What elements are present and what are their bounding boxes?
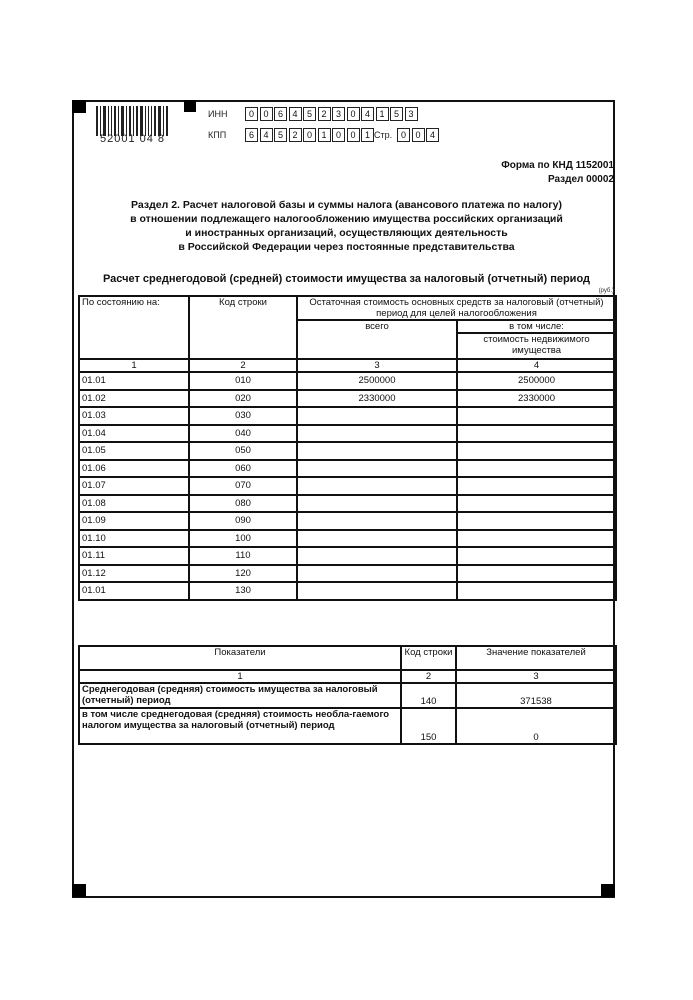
column-number: 3 — [456, 670, 616, 683]
inn-digit: 3 — [332, 107, 345, 121]
real-estate-cell[interactable] — [457, 495, 616, 513]
code-cell: 020 — [189, 390, 297, 408]
kpp-digit: 6 — [245, 128, 258, 142]
table-row — [79, 512, 616, 530]
date-cell: 01.05 — [79, 442, 189, 460]
table-row — [79, 582, 616, 600]
date-cell: 01.10 — [79, 530, 189, 548]
inn-digit: 5 — [390, 107, 403, 121]
total-cell[interactable] — [297, 582, 457, 600]
total-cell[interactable] — [297, 495, 457, 513]
unit-label: (руб.) — [598, 288, 614, 294]
kpp-digit: 1 — [318, 128, 331, 142]
real-estate-cell[interactable] — [457, 477, 616, 495]
total-cell[interactable] — [297, 530, 457, 548]
corner-marker-top-middle — [184, 100, 196, 112]
header-including: в том числе: — [457, 320, 616, 333]
header-residual-value: Остаточная стоимость основных средств за налоговый (отчетный) период для целей налогообложения — [297, 296, 616, 320]
section-title-line: в отношении подлежащего налогообложению имущества российских организаций — [130, 213, 563, 225]
header-indicators: Показатели — [79, 646, 401, 670]
page-digit: 0 — [412, 128, 425, 142]
kpp-digit: 5 — [274, 128, 287, 142]
code-cell: 140 — [401, 683, 456, 708]
inn-digit: 2 — [318, 107, 331, 121]
total-cell[interactable] — [297, 442, 457, 460]
real-estate-cell[interactable]: 2330000 — [457, 390, 616, 408]
date-cell: 01.01 — [79, 372, 189, 390]
table-row — [79, 477, 616, 495]
table-row — [79, 407, 616, 425]
section-title-line: и иностранных организаций, осуществляющих деятельность — [185, 227, 508, 239]
section-code: Раздел 00002 — [547, 174, 614, 185]
table-row — [79, 530, 616, 548]
table-row — [79, 442, 616, 460]
page-digit: 4 — [426, 128, 439, 142]
total-cell[interactable] — [297, 565, 457, 583]
total-cell[interactable]: 2500000 — [297, 372, 457, 390]
code-cell: 040 — [189, 425, 297, 443]
header-as-of: По состоянию на: — [79, 296, 189, 359]
inn-digit: 5 — [303, 107, 316, 121]
page-number-field[interactable] — [397, 128, 441, 142]
page-digit: 0 — [397, 128, 410, 142]
average-value-table — [78, 295, 617, 601]
inn-digit: 3 — [405, 107, 418, 121]
corner-marker-top-left — [72, 100, 86, 113]
table-row — [79, 547, 616, 565]
code-cell: 070 — [189, 477, 297, 495]
kpp-digit: 0 — [303, 128, 316, 142]
real-estate-cell[interactable] — [457, 565, 616, 583]
inn-digit: 6 — [274, 107, 287, 121]
table-row — [79, 495, 616, 513]
column-number: 2 — [189, 359, 297, 372]
column-number: 2 — [401, 670, 456, 683]
date-cell: 01.07 — [79, 477, 189, 495]
total-cell[interactable] — [297, 477, 457, 495]
real-estate-cell[interactable]: 2500000 — [457, 372, 616, 390]
inn-digit: 0 — [347, 107, 360, 121]
code-cell: 100 — [189, 530, 297, 548]
date-cell: 01.09 — [79, 512, 189, 530]
kpp-digit: 1 — [361, 128, 374, 142]
table-row — [79, 425, 616, 443]
table-row — [79, 390, 616, 408]
code-cell: 120 — [189, 565, 297, 583]
total-cell[interactable] — [297, 547, 457, 565]
inn-label: ИНН — [208, 109, 228, 119]
code-cell: 080 — [189, 495, 297, 513]
date-cell: 01.08 — [79, 495, 189, 513]
total-cell[interactable]: 2330000 — [297, 390, 457, 408]
kpp-digit: 0 — [332, 128, 345, 142]
kpp-digit: 0 — [347, 128, 360, 142]
table1-title: Расчет среднегодовой (средней) стоимости имущества за налоговый (отчетный) период — [102, 273, 591, 285]
code-cell: 060 — [189, 460, 297, 478]
kpp-label: КПП — [208, 130, 227, 140]
real-estate-cell[interactable] — [457, 512, 616, 530]
date-cell: 01.01 — [79, 582, 189, 600]
date-cell: 01.02 — [79, 390, 189, 408]
date-cell: 01.12 — [79, 565, 189, 583]
total-cell[interactable] — [297, 407, 457, 425]
indicators-table — [78, 645, 617, 745]
kpp-field[interactable] — [245, 128, 376, 142]
code-cell: 030 — [189, 407, 297, 425]
value-cell[interactable]: 0 — [456, 708, 616, 744]
column-number: 3 — [297, 359, 457, 372]
code-cell: 150 — [401, 708, 456, 744]
date-cell: 01.04 — [79, 425, 189, 443]
inn-field[interactable] — [245, 107, 419, 121]
inn-digit: 0 — [245, 107, 258, 121]
table-row — [79, 565, 616, 583]
table-row — [79, 372, 616, 390]
real-estate-cell[interactable] — [457, 530, 616, 548]
barcode-number: 52001 04 8 — [100, 133, 166, 145]
section-title — [80, 198, 613, 254]
real-estate-cell[interactable] — [457, 460, 616, 478]
indicator-label: в том числе среднегодовая (средняя) стоимость необла-гаемого налогом имущества за налоговый (отчетный) период — [79, 708, 401, 744]
header-total: всего — [297, 320, 457, 359]
header-real-estate: стоимость недвижимого имущества — [457, 333, 616, 359]
inn-digit: 0 — [260, 107, 273, 121]
column-number: 4 — [457, 359, 616, 372]
form-code-block — [501, 159, 614, 187]
real-estate-cell[interactable] — [457, 425, 616, 443]
real-estate-cell[interactable] — [457, 547, 616, 565]
inn-digit: 1 — [376, 107, 389, 121]
barcode-icon — [96, 106, 170, 136]
code-cell: 050 — [189, 442, 297, 460]
section-title-line: Раздел 2. Расчет налоговой базы и суммы налога (авансового платежа по налогу) — [131, 199, 562, 211]
indicator-label: Среднегодовая (средняя) стоимость имущества за налоговый (отчетный) период — [79, 683, 401, 708]
total-cell[interactable] — [297, 512, 457, 530]
real-estate-cell[interactable] — [457, 407, 616, 425]
code-cell: 130 — [189, 582, 297, 600]
date-cell: 01.03 — [79, 407, 189, 425]
value-cell[interactable]: 371538 — [456, 683, 616, 708]
section-title-line: в Российской Федерации через постоянные представительства — [178, 241, 515, 253]
inn-digit: 4 — [361, 107, 374, 121]
column-number: 1 — [79, 359, 189, 372]
table-row — [79, 460, 616, 478]
form-code: Форма по КНД 1152001 — [501, 160, 614, 171]
page-label: Стр. — [374, 130, 393, 140]
header-value: Значение показателей — [456, 646, 616, 670]
inn-digit: 4 — [289, 107, 302, 121]
date-cell: 01.11 — [79, 547, 189, 565]
corner-marker-bottom-left — [72, 884, 86, 897]
corner-marker-bottom-right — [601, 884, 615, 897]
header-line-code: Код строки — [189, 296, 297, 359]
table-row — [79, 683, 616, 708]
code-cell: 110 — [189, 547, 297, 565]
column-number: 1 — [79, 670, 401, 683]
code-cell: 010 — [189, 372, 297, 390]
header-line-code: Код строки — [401, 646, 456, 670]
kpp-digit: 2 — [289, 128, 302, 142]
kpp-digit: 4 — [260, 128, 273, 142]
total-cell[interactable] — [297, 460, 457, 478]
table-row — [79, 708, 616, 744]
total-cell[interactable] — [297, 425, 457, 443]
code-cell: 090 — [189, 512, 297, 530]
date-cell: 01.06 — [79, 460, 189, 478]
real-estate-cell[interactable] — [457, 582, 616, 600]
real-estate-cell[interactable] — [457, 442, 616, 460]
